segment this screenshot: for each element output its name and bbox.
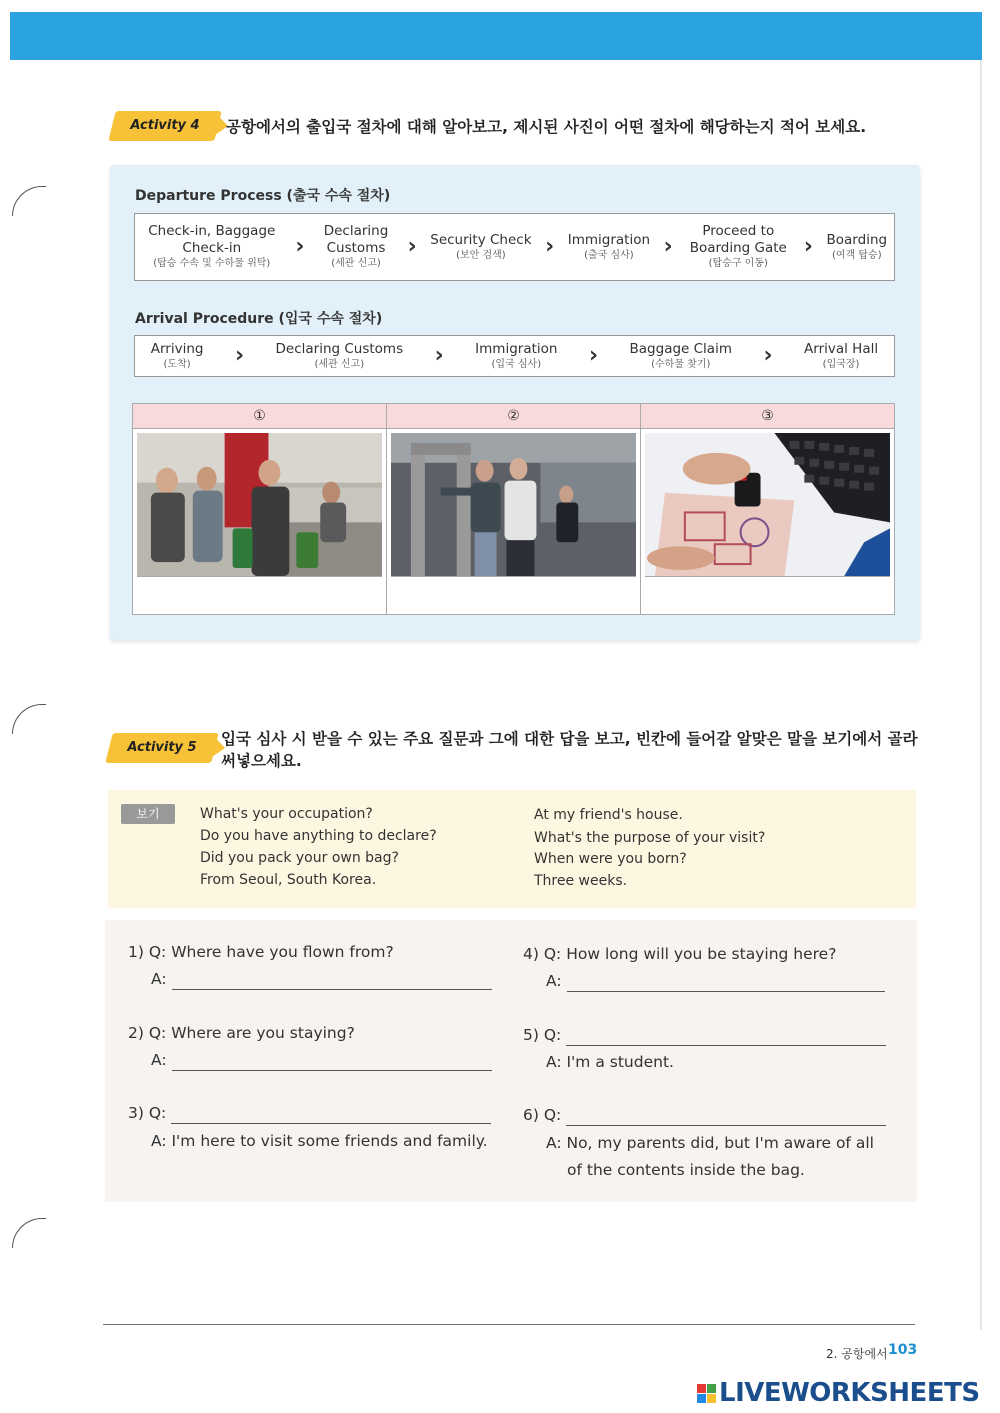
photo-number: ③ <box>641 404 894 429</box>
departure-step: Declaring Customs (세관 신고) <box>323 223 389 269</box>
arrival-title: Arrival Procedure (입국 수속 절차) <box>135 311 383 327</box>
question-3-blank[interactable] <box>171 1108 491 1124</box>
activity-4-instruction: 공항에서의 출입국 절차에 대해 알아보고, 제시된 사진이 어떤 절차에 해당하는지 적어 보세요. <box>226 118 867 136</box>
chevron-right-icon: › <box>763 343 773 368</box>
passport-stamp-photo <box>645 433 890 577</box>
activity-5-badge: Activity 5 <box>105 733 218 763</box>
arrival-step: Baggage Claim (수하물 찾기) <box>629 340 732 370</box>
answer-6: A: No, my parents did, but I'm aware of all <box>546 1134 874 1152</box>
question-4: 4) Q: How long will you be staying here? <box>523 945 837 963</box>
page-edge-rule <box>980 60 982 1330</box>
word-bank-item: At my friend's house. <box>534 807 683 823</box>
question-1: 1) Q: Where have you flown from? <box>128 943 394 961</box>
question-5: 5) Q: <box>523 1024 886 1046</box>
photo-column-3 <box>641 404 894 614</box>
chevron-right-icon: › <box>407 234 417 259</box>
page-number: 103 <box>888 1342 918 1358</box>
arrival-flow <box>134 335 895 377</box>
word-bank-item: Did you pack your own bag? <box>200 850 399 866</box>
word-bank-label: 보기 <box>121 804 175 824</box>
question-6: 6) Q: <box>523 1104 886 1126</box>
photo-column-1 <box>133 404 387 614</box>
word-bank-item: What's the purpose of your visit? <box>534 830 766 846</box>
word-bank-item: Do you have anything to declare? <box>200 828 437 844</box>
departure-step: Immigration (출국 심사) <box>567 231 651 261</box>
photo-number: ② <box>387 404 640 429</box>
chevron-right-icon: › <box>434 343 444 368</box>
arrival-step: Immigration (입국 심사) <box>475 340 558 370</box>
question-5-blank[interactable] <box>566 1030 886 1046</box>
binder-hole <box>12 704 46 734</box>
photo-number: ① <box>133 404 386 429</box>
photo-column-2 <box>387 404 641 614</box>
arrival-step: Arriving (도착) <box>150 340 204 370</box>
question-6-blank[interactable] <box>566 1110 886 1126</box>
answer-5: A: I'm a student. <box>546 1053 674 1071</box>
activity-5-instruction-line2: 써넣으세요. <box>221 752 302 770</box>
photo-answer-3[interactable] <box>641 582 894 614</box>
arrival-step: Declaring Customs (세관 신고) <box>275 340 404 370</box>
answer-4: A: <box>546 970 885 992</box>
answer-1: A: <box>151 968 492 990</box>
answer-2: A: <box>151 1049 492 1071</box>
answer-1-blank[interactable] <box>172 974 492 990</box>
photo-answer-1[interactable] <box>133 582 386 614</box>
word-bank-item: When were you born? <box>534 851 687 867</box>
departure-flow <box>134 213 895 281</box>
word-bank-item: Three weeks. <box>534 873 628 889</box>
activity-5-instruction-line1: 입국 심사 시 받을 수 있는 주요 질문과 그에 대한 답을 보고, 빈칸에 들어갈 알맞은 말을 보기에서 골라 <box>221 730 918 748</box>
word-bank-item: What's your occupation? <box>200 806 373 822</box>
chevron-right-icon: › <box>803 234 813 259</box>
departure-title: Departure Process (출국 수속 절차) <box>135 188 391 204</box>
binder-hole <box>12 1218 46 1248</box>
chevron-right-icon: › <box>295 234 305 259</box>
question-2: 2) Q: Where are you staying? <box>128 1024 355 1042</box>
answer-2-blank[interactable] <box>172 1055 492 1071</box>
activity-4-badge: Activity 4 <box>108 111 221 141</box>
answer-3: A: I'm here to visit some friends and family. <box>151 1132 488 1150</box>
chevron-right-icon: › <box>663 234 673 259</box>
answer-6-continued: of the contents inside the bag. <box>567 1161 805 1179</box>
photo-table <box>132 403 895 615</box>
word-bank-item: From Seoul, South Korea. <box>200 872 377 888</box>
departure-step: Check-in, Baggage Check-in (탑승 수속 및 수하물 위탁) <box>148 223 276 269</box>
chevron-right-icon: › <box>234 343 245 368</box>
answer-4-blank[interactable] <box>567 976 885 992</box>
logo-text: LIVEWORKSHEETS <box>719 1378 980 1408</box>
top-banner <box>10 12 982 60</box>
check-in-counter-photo <box>137 433 382 577</box>
security-check-photo <box>391 433 636 577</box>
chevron-right-icon: › <box>545 234 555 259</box>
chapter-label: 2. 공항에서 <box>826 1347 888 1361</box>
chevron-right-icon: › <box>588 343 599 368</box>
question-3: 3) Q: <box>128 1102 491 1124</box>
logo-grid-icon <box>697 1384 716 1403</box>
liveworksheets-logo <box>697 1378 980 1408</box>
departure-step: Proceed to Boarding Gate (탑승구 이동) <box>689 223 787 269</box>
departure-step: Security Check (보안 검색) <box>430 231 532 261</box>
footer-divider <box>103 1324 915 1325</box>
binder-hole <box>12 186 46 216</box>
photo-answer-2[interactable] <box>387 582 640 614</box>
departure-step: Boarding (여객 탑승) <box>826 231 888 261</box>
arrival-step: Arrival Hall (입국장) <box>804 340 879 370</box>
